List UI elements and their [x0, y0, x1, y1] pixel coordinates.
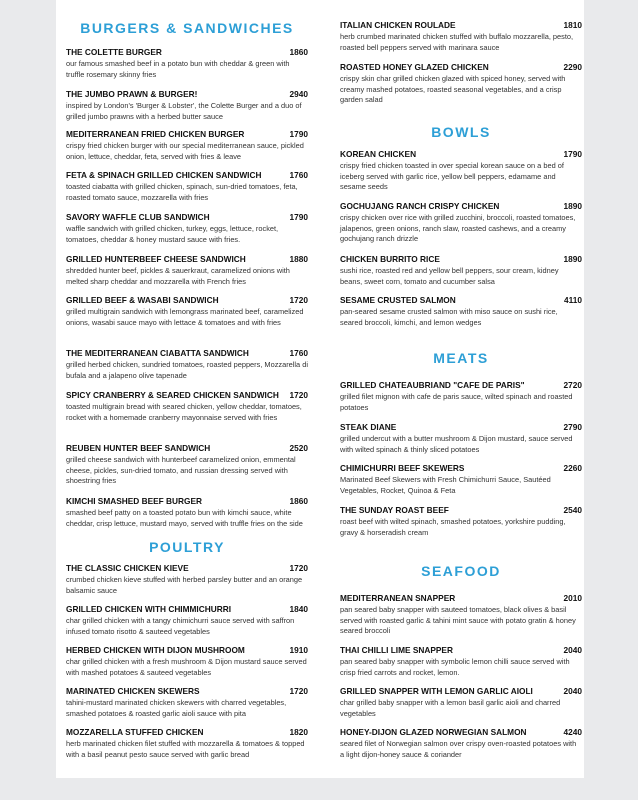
item-name: SPICY CRANBERRY & SEARED CHICKEN SANDWICH	[66, 390, 279, 400]
menu-item	[66, 686, 308, 719]
item-price: 4240	[563, 727, 582, 737]
item-name: THE MEDITERRANEAN CIABATTA SANDWICH	[66, 348, 249, 358]
menu-item	[340, 20, 582, 53]
item-name: GRILLED HUNTERBEEF CHEESE SANDWICH	[66, 254, 246, 264]
item-price: 1790	[563, 149, 582, 159]
item-price: 1890	[563, 254, 582, 264]
menu-item	[66, 390, 308, 423]
item-description: shredded hunter beef, pickles & sauerkraut, caramelized onions with melted sharp cheddar and mozzarella with French fries	[66, 266, 290, 286]
menu-item	[340, 295, 582, 328]
menu-item	[340, 727, 582, 760]
menu-item	[66, 170, 308, 203]
item-description: grilled cheese sandwich with hunterbeef caramelized onion, emmental cheese, pickles, sun-dried tomato, and russian dressing served with shoestring fries	[66, 455, 296, 485]
item-price: 1840	[289, 604, 308, 614]
menu-item	[340, 686, 582, 719]
menu-item	[340, 463, 582, 496]
item-description: inspired by London's 'Burger & Lobster', the Colette Burger and a duo of grilled jumbo prawns with a herbed butter sauce	[66, 101, 302, 121]
section-heading-bowls: BOWLS	[431, 124, 491, 140]
menu-item	[340, 62, 582, 106]
item-name: REUBEN HUNTER BEEF SANDWICH	[66, 443, 211, 453]
item-name: MARINATED CHICKEN SKEWERS	[66, 686, 200, 696]
item-description: herb crumbed marinated chicken stuffed with buffalo mozzarella, pesto, roasted bell peppers served with marinara sauce	[340, 32, 574, 52]
menu-item	[66, 496, 308, 529]
item-price: 2290	[563, 62, 582, 72]
item-description: seared filet of Norwegian salmon over crispy oven-roasted potatoes with a light dijon-honey sauce & coriander	[340, 739, 577, 759]
menu-item	[340, 254, 582, 287]
menu-item	[340, 593, 582, 637]
item-price: 1890	[563, 201, 582, 211]
section-heading-meats: MEATS	[433, 350, 489, 366]
item-name: THE JUMBO PRAWN & BURGER!	[66, 89, 198, 99]
menu-item	[340, 380, 582, 413]
item-price: 2790	[563, 422, 582, 432]
item-name: THE CLASSIC CHICKEN KIEVE	[66, 563, 189, 573]
menu-item	[66, 645, 308, 678]
item-price: 2010	[563, 593, 582, 603]
item-description: crispy chicken over rice with grilled zucchini, broccoli, roasted tomatoes, jalapenos, green onions, ranch slaw, roasted cashews, and a creamy gochujang ranch drizzle	[340, 213, 576, 243]
item-description: toasted multigrain bread with seared chicken, yellow cheddar, tomatoes, rocket with a homemade cranberry mayonnaise served with fries	[66, 402, 302, 422]
item-description: char grilled chicken with a tangy chimichurri sauce served with saffron infused tomato risotto & sauteed vegetables	[66, 616, 295, 636]
item-price: 2720	[563, 380, 582, 390]
item-price: 2940	[289, 89, 308, 99]
item-description: crispy skin char grilled chicken glazed with spiced honey, served with creamy mashed potatoes, roasted seasonal vegetables, and a crisp garden salad	[340, 74, 566, 104]
item-name: CHICKEN BURRITO RICE	[340, 254, 440, 264]
item-price: 2040	[563, 686, 582, 696]
menu-item	[340, 149, 582, 193]
item-name: ITALIAN CHICKEN ROULADE	[340, 20, 456, 30]
menu-item	[340, 505, 582, 538]
item-name: GRILLED BEEF & WASABI SANDWICH	[66, 295, 219, 305]
item-description: our famous smashed beef in a potato bun with cheddar & green with truffle rosemary skinny fries	[66, 59, 290, 79]
item-name: HONEY-DIJON GLAZED NORWEGIAN SALMON	[340, 727, 527, 737]
menu-item	[66, 295, 308, 328]
item-price: 1860	[289, 47, 308, 57]
item-name: FETA & SPINACH GRILLED CHICKEN SANDWICH	[66, 170, 262, 180]
item-name: STEAK DIANE	[340, 422, 397, 432]
item-description: grilled undercut with a butter mushroom & Dijon mustard, sauce served with wilted spinach & thinly sliced potatoes	[340, 434, 573, 454]
menu-item	[66, 212, 308, 245]
section-heading-seafood: SEAFOOD	[421, 563, 501, 579]
item-description: grilled filet mignon with cafe de paris sauce, wilted spinach and roasted potatoes	[340, 392, 573, 412]
item-price: 1720	[289, 295, 308, 305]
item-price: 1790	[289, 212, 308, 222]
item-name: GRILLED SNAPPER WITH LEMON GARLIC AIOLI	[340, 686, 533, 696]
item-name: MOZZARELLA STUFFED CHICKEN	[66, 727, 204, 737]
item-price: 2520	[289, 443, 308, 453]
item-description: pan seared baby snapper with symbolic lemon chilli sauce served with crisp fried carrots and rocket, lemon.	[340, 657, 570, 677]
item-price: 1860	[289, 496, 308, 506]
item-price: 4110	[564, 295, 582, 305]
item-description: char grilled baby snapper with a lemon basil garlic aioli and charred vegetables	[340, 698, 561, 718]
item-name: CHIMICHURRI BEEF SKEWERS	[340, 463, 465, 473]
item-price: 1720	[289, 390, 308, 400]
item-name: KOREAN CHICKEN	[340, 149, 417, 159]
item-description: sushi rice, roasted red and yellow bell peppers, sour cream, kidney beans, sweet corn, tomato and cucumber salsa	[340, 266, 559, 286]
menu-item	[66, 604, 308, 637]
item-price: 1720	[289, 686, 308, 696]
menu-item	[66, 348, 308, 381]
item-name: HERBED CHICKEN WITH DIJON MUSHROOM	[66, 645, 245, 655]
item-price: 1810	[563, 20, 582, 30]
item-name: GRILLED CHATEAUBRIAND "CAFE DE PARIS"	[340, 380, 525, 390]
menu-item	[66, 443, 308, 487]
item-description: herb marinated chicken filet stuffed with mozzarella & tomatoes & topped with a basil peanut pesto sauce served with garlic bread	[66, 739, 305, 759]
item-name: ROASTED HONEY GLAZED CHICKEN	[340, 62, 489, 72]
menu-item	[66, 254, 308, 287]
item-price: 2260	[563, 463, 582, 473]
menu-item	[340, 422, 582, 455]
item-name: MEDITERRANEAN FRIED CHICKEN BURGER	[66, 129, 245, 139]
item-price: 1720	[289, 563, 308, 573]
item-description: pan-seared sesame crusted salmon with miso sauce on sushi rice, seared broccoli, kimchi, and lemon wedges	[340, 307, 558, 327]
item-description: grilled multigrain sandwich with lemongrass marinated beef, caramelized onions, wasabi sauce mayo with lettace & tomatoes and with fries	[66, 307, 304, 327]
item-name: THE COLETTE BURGER	[66, 47, 162, 57]
item-description: crumbed chicken kieve stuffed with herbed parsley butter and an orange balsamic sauce	[66, 575, 303, 595]
item-name: THE SUNDAY ROAST BEEF	[340, 505, 449, 515]
item-description: smashed beef patty on a toasted potato bun with kimchi sauce, white cheddar, crisp lettuce, mustard mayo, served with truffle fries on the side	[66, 508, 303, 528]
item-name: GRILLED CHICKEN WITH CHIMMICHURRI	[66, 604, 232, 614]
menu-item	[66, 727, 308, 760]
item-price: 1790	[289, 129, 308, 139]
item-name: THAI CHILLI LIME SNAPPER	[340, 645, 453, 655]
item-price: 1910	[289, 645, 308, 655]
item-name: SESAME CRUSTED SALMON	[340, 295, 456, 305]
item-price: 2540	[563, 505, 582, 515]
item-description: crispy fried chicken toasted in over special korean sauce on a bed of iceberg served with garlic rice, yellow bell peppers, edamame and sesame seeds	[340, 161, 564, 191]
item-price: 1760	[289, 348, 308, 358]
item-name: SAVORY WAFFLE CLUB SANDWICH	[66, 212, 210, 222]
item-description: tahini-mustard marinated chicken skewers with charred vegetables, smashed potatoes & roasted garlic aioli sauce with pita	[66, 698, 287, 718]
item-description: char grilled chicken with a fresh mushroom & Dijon mustard sauce served with mashed potatoes & sauteed vegetables	[66, 657, 307, 677]
menu-item	[66, 129, 308, 162]
item-description: Marinated Beef Skewers with Fresh Chimichurri Sauce, Sautéed Vegetables, Rocket, Quinoa & Feta	[340, 475, 551, 495]
item-description: waffle sandwich with grilled chicken, turkey, eggs, lettuce, rocket, tomatoes, cheddar & honey mustard sauce with fries.	[66, 224, 279, 244]
item-description: roast beef with wilted spinach, smashed potatoes, yorkshire pudding, gravy & horseradish cream	[340, 517, 566, 537]
section-heading-burgers: BURGERS & SANDWICHES	[80, 20, 294, 36]
menu-item	[340, 201, 582, 245]
section-heading-poultry: POULTRY	[149, 539, 225, 555]
item-name: MEDITERRANEAN SNAPPER	[340, 593, 456, 603]
item-name: KIMCHI SMASHED BEEF BURGER	[66, 496, 202, 506]
item-price: 2040	[563, 645, 582, 655]
item-price: 1880	[289, 254, 308, 264]
item-description: crispy fried chicken burger with our special mediterranean sauce, pickled onion, lettuce, cheddar, feta, served with fries & leave	[66, 141, 304, 161]
item-price: 1820	[289, 727, 308, 737]
item-description: pan seared baby snapper with sauteed tomatoes, black olives & basil served with roasted garlic & tahini mint sauce with potato gratin & honey seared broccoli	[340, 605, 576, 635]
menu-item	[66, 89, 308, 122]
item-price: 1760	[289, 170, 308, 180]
menu-item	[340, 645, 582, 678]
menu-item	[66, 47, 308, 80]
menu-item	[66, 563, 308, 596]
item-description: grilled herbed chicken, sundried tomatoes, roasted peppers, Mozzarella di bufala and a jalapeno olive tapenade	[66, 360, 308, 380]
item-name: GOCHUJANG RANCH CRISPY CHICKEN	[340, 201, 500, 211]
item-description: toasted ciabatta with grilled chicken, spinach, sun-dried tomatoes, feta, roasted tomato sauce, mozzarella with fries	[66, 182, 298, 202]
